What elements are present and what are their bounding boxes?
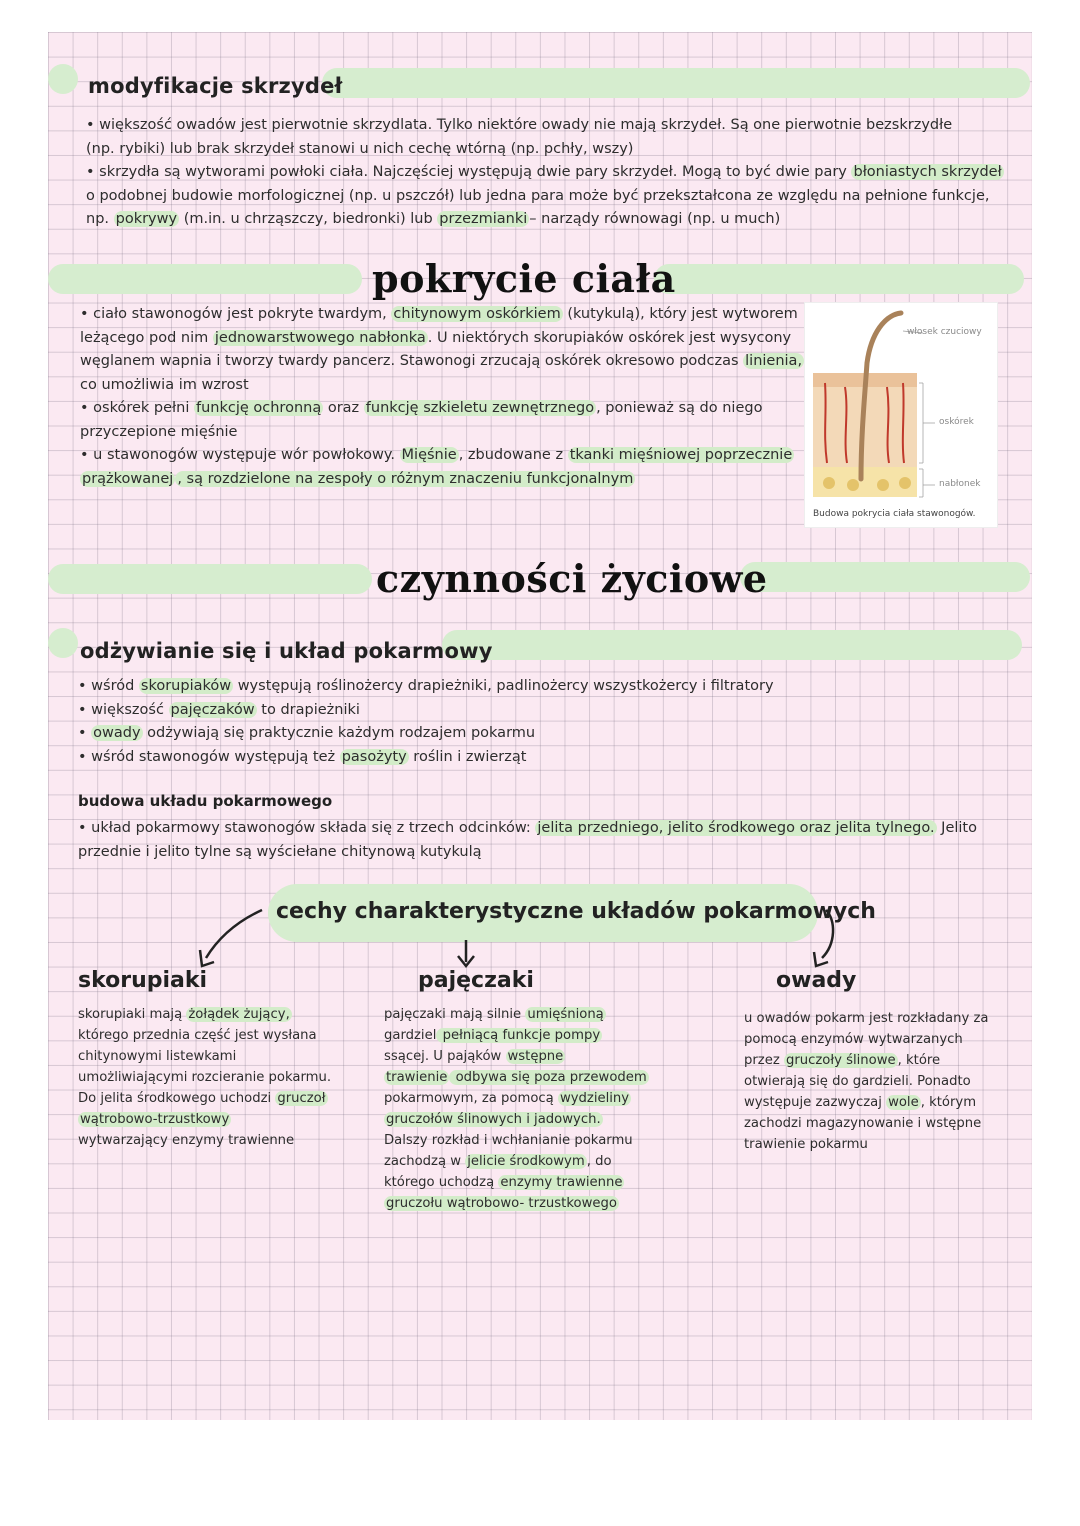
text-line xyxy=(78,1004,358,1025)
figure-caption: Budowa pokrycia ciała stawonogów. xyxy=(813,509,976,519)
highlighted-term: Mięśnie xyxy=(401,447,457,463)
highlighted-term: funkcję szkieletu zewnętrznego xyxy=(365,400,595,416)
text-segment: (np. rybiki) lub brak skrzydeł stanowi u nich cechę wtórną (np. pchły, wszy) xyxy=(86,140,634,157)
text-segment: którego uchodzą xyxy=(384,1175,499,1190)
text-segment: – narządy równowagi (np. u much) xyxy=(529,211,781,227)
text-segment: występuje zazwyczaj xyxy=(744,1095,887,1110)
label-cuticle: oskórek xyxy=(939,417,974,427)
text-line xyxy=(78,1088,358,1109)
text-segment: (m.in. u chrząszczy, biedronki) lub xyxy=(179,211,438,227)
text-line xyxy=(384,1067,684,1088)
highlighted-term: jelita przedniego, jelito środkowego oraz jelita tylnego. xyxy=(537,820,935,836)
text-line xyxy=(384,1046,684,1067)
arrow-left-icon xyxy=(206,910,262,958)
text-segment: wytwarzający enzymy trawienne xyxy=(78,1133,295,1148)
text-segment: , do xyxy=(586,1154,612,1169)
text-segment: • skrzydła są wytworami powłoki ciała. Najczęściej występują dwie pary skrzydeł. Mogą to być dwie pary xyxy=(86,164,852,180)
highlighted-term: pajęczaków xyxy=(170,701,255,718)
text-line xyxy=(384,1088,684,1109)
highlighted-term: jednowarstwowego nabłonka xyxy=(214,329,426,346)
text-line xyxy=(78,1109,358,1130)
text-segment: węglanem wapnia i tworzy twardy pancerz. Stawonogi zrzucają oskórek okresowo podczas xyxy=(80,353,744,369)
label-sensory-hair: włosek czuciowy xyxy=(907,327,982,337)
highlighted-term: tkanki mięśniowej poprzecznie xyxy=(569,447,793,463)
text-segment: , ponieważ są do niego xyxy=(596,400,763,416)
text-line xyxy=(78,1067,358,1088)
text-line xyxy=(744,1050,1014,1071)
text-segment: • u stawonogów występuje wór powłokowy. xyxy=(80,447,400,463)
text-segment: • układ pokarmowy stawonogów składa się z trzech odcinków: xyxy=(78,820,536,836)
text-segment: pokarmowym, za pomocą xyxy=(384,1091,558,1106)
text-segment: Dalszy rozkład i wchłanianie pokarmu xyxy=(384,1133,633,1148)
text-segment: , które xyxy=(897,1053,941,1068)
text-segment: Do jelita środkowego uchodzi xyxy=(78,1091,276,1106)
text-line xyxy=(744,1113,1014,1134)
text-segment: • ciało stawonogów jest pokryte twardym, xyxy=(80,306,392,322)
text-line xyxy=(744,1029,1014,1050)
text-segment: roślin i zwierząt xyxy=(408,748,527,765)
highlighted-term: błoniastych skrzydeł xyxy=(853,164,1002,180)
highlighted-term: wstępne xyxy=(507,1049,564,1064)
text-segment: umożliwiającymi rozcieranie pokarmu. xyxy=(78,1070,332,1085)
text-segment: ssącej. U pająków xyxy=(384,1049,506,1064)
text-line xyxy=(78,1130,358,1151)
text-segment: przednie i jelito tylne są wyściełane chitynową kutykulą xyxy=(78,843,482,860)
text-line xyxy=(384,1172,684,1193)
text-segment: • większość xyxy=(78,701,169,718)
text-segment: , zbudowane z xyxy=(458,447,568,463)
text-segment: przyczepione mięśnie xyxy=(80,423,238,440)
text-segment: to drapieżniki xyxy=(256,701,360,718)
column-title-insects: owady xyxy=(776,968,857,993)
text-segment: u owadów pokarm jest rozkładany za xyxy=(744,1011,989,1026)
text-segment: o podobnej budowie morfologicznej (np. u pszczół) lub jedna para może być przekształcona ze względu na pełnione funkcje, xyxy=(86,187,990,204)
text-segment: • oskórek pełni xyxy=(80,400,194,416)
text-segment: otwierają się do gardzieli. Ponadto xyxy=(744,1074,971,1089)
highlighted-term: pasożyty xyxy=(341,748,407,765)
highlighted-term: chitynowym oskórkiem xyxy=(393,306,561,322)
highlighted-term: enzymy trawienne xyxy=(500,1175,623,1190)
column-text-arachnids xyxy=(384,1004,684,1214)
text-segment: leżącego pod nim xyxy=(80,329,213,346)
highlighted-term: , są rozdzielone na zespoły o różnym znaczeniu funkcjonalnym xyxy=(177,470,634,487)
text-line xyxy=(744,1134,1014,1155)
text-segment: chitynowymi listewkami xyxy=(78,1049,237,1064)
text-segment: którego przednia część jest wysłana xyxy=(78,1028,317,1043)
highlighted-term: pełniącą funkcje pompy xyxy=(438,1028,601,1043)
highlighted-term: skorupiaków xyxy=(140,678,232,694)
text-line xyxy=(384,1004,684,1025)
text-segment: • większość owadów jest pierwotnie skrzydlata. Tylko niektóre owady nie mają skrzydeł. Są one pierwotnie bezskrzydłe xyxy=(86,117,953,133)
features-title: cechy charakterystyczne układów pokarmowych xyxy=(276,899,876,924)
text-line xyxy=(384,1130,684,1151)
arrow-right-icon xyxy=(822,910,833,958)
text-segment: pomocą enzymów wytwarzanych xyxy=(744,1032,963,1047)
text-line xyxy=(384,1025,684,1046)
highlighted-term: funkcję ochronną xyxy=(195,400,322,416)
text-segment: przez xyxy=(744,1053,784,1068)
text-segment: skorupiaki mają xyxy=(78,1007,187,1022)
text-segment: . U niektórych skorupiaków oskórek jest wysycony xyxy=(427,329,792,346)
text-segment: • wśród xyxy=(78,678,139,694)
highlighted-term: gruczoły ślinowe xyxy=(785,1053,896,1068)
text-segment: pajęczaki mają silnie xyxy=(384,1007,526,1022)
text-segment: zachodzą w xyxy=(384,1154,466,1169)
column-text-crustaceans xyxy=(78,1004,358,1151)
text-segment: występują roślinożercy drapieżniki, padlinożercy wszystkożercy i filtratory xyxy=(233,678,774,694)
text-segment: co umożliwia im wzrost xyxy=(80,376,249,393)
text-line xyxy=(384,1151,684,1172)
highlighted-term: gruczołów ślinowych i jadowych. xyxy=(386,1112,601,1127)
nutrition-title: odżywianie się i układ pokarmowy xyxy=(80,639,493,663)
highlighted-term: pokrywy xyxy=(115,211,178,227)
text-segment: zachodzi magazynowanie i wstępne xyxy=(744,1116,982,1131)
label-epithelium: nabłonek xyxy=(939,479,981,489)
highlighted-term: przezmianki xyxy=(439,211,528,227)
text-line xyxy=(744,1071,1014,1092)
column-text-insects xyxy=(744,1008,1014,1155)
highlighted-term: wątrobowo-trzustkowy xyxy=(80,1112,230,1127)
text-segment: Jelito xyxy=(936,820,977,836)
text-line xyxy=(744,1008,1014,1029)
column-title-crustaceans: skorupiaki xyxy=(78,968,208,993)
highlighted-term: trawienie xyxy=(386,1070,448,1085)
cover-title: pokrycie ciała xyxy=(372,256,676,301)
text-segment: trawienie pokarmu xyxy=(744,1137,868,1152)
text-line xyxy=(78,1046,358,1067)
highlighted-term: prążkowanej xyxy=(82,470,174,487)
highlighted-term: żołądek żujący, xyxy=(188,1007,290,1022)
text-segment: oraz xyxy=(323,400,364,416)
text-segment: • wśród stawonogów występują też xyxy=(78,748,340,765)
text-segment: np. xyxy=(86,211,114,227)
wings-title: modyfikacje skrzydeł xyxy=(88,74,343,98)
text-segment: gardziel xyxy=(384,1028,437,1043)
highlighted-term: gruczołu wątrobowo- trzustkowego xyxy=(386,1196,617,1211)
text-segment: • xyxy=(78,725,92,741)
highlighted-term: owady xyxy=(93,725,141,741)
text-line xyxy=(78,1025,358,1046)
text-line xyxy=(384,1193,684,1214)
highlighted-term: wydzieliny xyxy=(559,1091,630,1106)
text-segment: , którym xyxy=(920,1095,977,1110)
highlighted-term: gruczoł xyxy=(277,1091,326,1106)
text-segment: odżywiają się praktycznie każdym rodzajem pokarmu xyxy=(142,725,536,741)
highlighted-term: jelicie środkowym xyxy=(467,1154,585,1169)
text-segment: (kutykulą), który jest wytworem xyxy=(562,306,798,322)
highlighted-term: wole xyxy=(888,1095,919,1110)
life-title: czynności życiowe xyxy=(376,556,768,601)
column-title-arachnids: pajęczaki xyxy=(418,968,534,993)
highlighted-term: umięśnioną xyxy=(527,1007,604,1022)
text-line xyxy=(744,1092,1014,1113)
highlighted-term: linienia, xyxy=(745,353,803,369)
digestive-title: budowa układu pokarmowego xyxy=(78,792,333,810)
highlighted-term: odbywa się poza przewodem xyxy=(451,1070,647,1085)
text-line xyxy=(384,1109,684,1130)
